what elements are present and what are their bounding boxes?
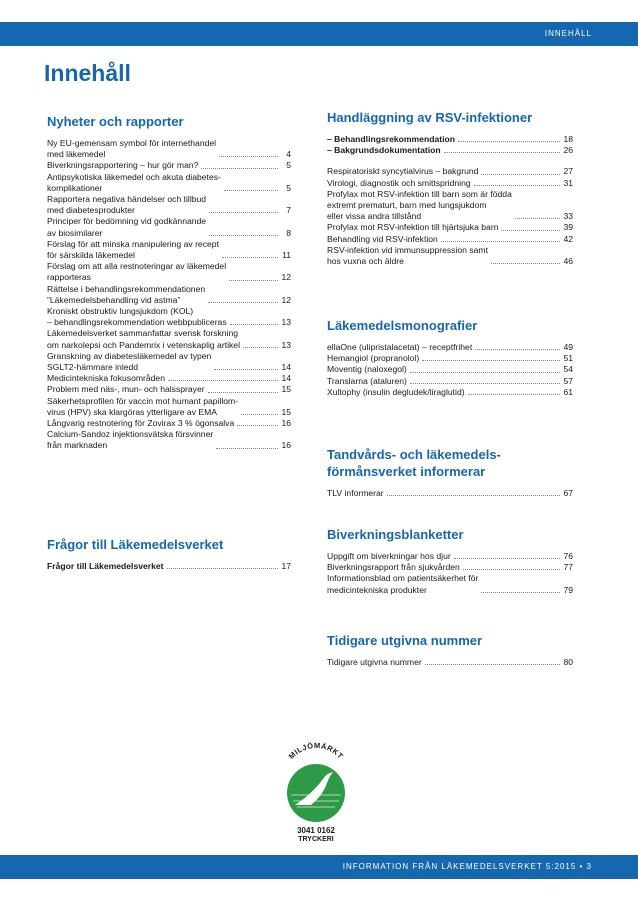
toc-entry-title: Tidigare utgivna nummer <box>327 657 422 667</box>
toc-leader-dots <box>214 369 278 370</box>
section-heading: Tidigare utgivna nummer <box>327 633 483 648</box>
section-biverkningsblanketter <box>327 526 573 596</box>
toc-entry-title: Respiratoriskt syncytialvirus – bakgrund <box>327 166 479 177</box>
toc-leader-dots <box>224 190 278 191</box>
toc-leader-dots <box>491 263 560 264</box>
toc-entry-title: Rapportera negativa händelser och tillbud med diabetesprodukter <box>47 194 207 216</box>
toc-entry[interactable] <box>47 216 291 238</box>
toc-entry[interactable] <box>327 245 573 267</box>
toc-entry-page: 16 <box>281 418 291 429</box>
toc-leader-dots <box>208 302 278 303</box>
section-heading: Handläggning av RSV-infektioner <box>327 110 533 125</box>
toc-entry[interactable] <box>327 166 573 177</box>
toc-entry[interactable] <box>327 353 573 364</box>
toc-entry[interactable] <box>327 562 573 573</box>
toc-entry-page: 77 <box>563 562 573 573</box>
toc-leader-dots <box>475 349 560 350</box>
toc-leader-dots <box>422 360 560 361</box>
toc-entry-page: 14 <box>281 362 291 373</box>
svg-text:MILJÖMÄRKT <box>287 741 345 761</box>
toc-entry-title: ellaOne (ulipristalacetat) – receptfrihet <box>327 342 473 352</box>
toc-list <box>327 134 573 267</box>
toc-leader-dots <box>410 383 560 384</box>
toc-list <box>47 138 291 452</box>
toc-entry-title: Profylax mot RSV-infektion till barn som är födda extremt prematurt, barn med lungsjukdom eller vissa andra tillstånd <box>327 188 512 222</box>
header-bar <box>0 22 638 46</box>
toc-entry[interactable] <box>47 561 291 572</box>
toc-entry-page: 39 <box>563 222 573 233</box>
toc-list <box>327 657 573 668</box>
footer-bar <box>0 855 638 879</box>
toc-entry-page: 8 <box>286 227 291 238</box>
ecolabel-number: 3041 0162 <box>297 826 335 835</box>
toc-entry[interactable] <box>47 194 291 216</box>
toc-entry-title: Profylax mot RSV-infektion till hjärtsjuka barn <box>327 222 499 233</box>
toc-entry-title: Problem med näs-, mun- och halssprayer <box>47 384 205 395</box>
toc-entry[interactable] <box>47 239 291 261</box>
toc-entry-title: Granskning av diabetesläkemedel av typen SGLT2-hämmare inledd <box>47 350 212 373</box>
toc-entry-page: 11 <box>282 250 291 261</box>
toc-entry[interactable] <box>47 328 291 350</box>
toc-entry[interactable] <box>47 373 291 384</box>
toc-entry-page: 27 <box>563 166 573 177</box>
toc-entry[interactable] <box>327 145 573 156</box>
toc-leader-dots <box>219 156 278 157</box>
toc-entry-title: Antipsykotiska läkemedel och akuta diabetes- komplikationer <box>47 171 221 193</box>
toc-leader-dots <box>243 347 278 348</box>
toc-entry[interactable] <box>47 160 291 171</box>
toc-entry-title: – Bakgrundsdokumentation <box>327 145 441 156</box>
toc-entry[interactable] <box>47 306 291 328</box>
section-fragor <box>47 536 291 572</box>
toc-leader-dots <box>208 392 278 393</box>
toc-entry[interactable] <box>327 342 573 353</box>
section-tandvards <box>327 446 573 499</box>
toc-entry-title: Långvarig restnotering för Zovirax 3 % ögonsalva <box>47 418 235 429</box>
toc-entry[interactable] <box>327 376 573 387</box>
toc-entry[interactable] <box>327 573 573 595</box>
toc-entry[interactable] <box>327 364 573 375</box>
toc-leader-dots <box>387 495 560 496</box>
toc-leader-dots <box>515 218 560 219</box>
toc-leader-dots <box>167 568 278 569</box>
toc-entry-page: 80 <box>563 657 573 667</box>
footer-label: INFORMATION FRÅN LÄKEMEDELSVERKET 5:2015 • 3 <box>342 862 592 871</box>
toc-leader-dots <box>241 414 278 415</box>
toc-entry-title: Hemangiol (propranolol) <box>327 353 420 364</box>
toc-list <box>327 551 573 596</box>
toc-entry-title: Calcium-Sandoz injektionsvätska försvinner från marknaden <box>47 429 214 451</box>
toc-entry-page: 33 <box>563 211 573 222</box>
toc-entry[interactable] <box>47 172 291 194</box>
toc-entry-page: 42 <box>563 233 573 244</box>
toc-entry-page: 15 <box>281 384 291 395</box>
toc-entry-page: 49 <box>563 342 573 352</box>
section-heading: Frågor till Läkemedelsverket <box>47 537 224 552</box>
toc-entry-title: Säkerhetsprofilen för vaccin mot humant papillom- virus (HPV) ska klargöras ytterligare av EMA <box>47 395 239 417</box>
toc-entry-page: 4 <box>286 149 291 160</box>
toc-entry[interactable] <box>47 261 291 283</box>
toc-entry-page: 13 <box>281 339 291 350</box>
toc-leader-dots <box>468 394 560 395</box>
toc-entry-page: 46 <box>563 256 573 267</box>
toc-leader-dots <box>201 168 278 169</box>
section-lakemedelsmonografier <box>327 317 573 398</box>
toc-gap <box>327 156 573 166</box>
toc-entry-page: 5 <box>286 182 291 193</box>
toc-leader-dots <box>481 174 560 175</box>
toc-entry[interactable] <box>327 178 573 189</box>
toc-leader-dots <box>444 152 560 153</box>
toc-entry-page: 31 <box>563 177 573 188</box>
header-section-label: INNEHÅLL <box>544 29 592 38</box>
toc-entry-title: Principer för bedömning vid godkännande av biosimilarer <box>47 216 207 238</box>
ecolabel-kind: TRYCKERI <box>298 836 334 843</box>
toc-entry-title: Virologi, diagnostik och smittspridning <box>327 177 471 188</box>
section-heading: Läkemedelsmonografier <box>327 318 478 333</box>
toc-entry-title: – Behandlingsrekommendation <box>327 134 455 144</box>
toc-entry-title: Biverkningsrapportering – hur gör man? <box>47 160 199 171</box>
toc-entry-page: 51 <box>563 353 573 364</box>
toc-entry-title: Uppgift om biverkningar hos djur <box>327 551 451 561</box>
toc-leader-dots <box>463 569 560 570</box>
toc-entry-page: 7 <box>286 205 291 216</box>
toc-entry-page: 18 <box>563 134 573 144</box>
toc-entry-title: Biverkningsrapport från sjukvården <box>327 562 460 573</box>
nordic-swan-ecolabel <box>271 735 361 845</box>
toc-entry-page: 16 <box>281 440 291 451</box>
toc-entry-title: Ny EU-gemensam symbol för internethandel med läkemedel <box>47 138 217 160</box>
toc-leader-dots <box>458 141 560 142</box>
toc-entry-page: 12 <box>281 272 291 283</box>
toc-list <box>47 561 291 572</box>
toc-leader-dots <box>441 241 560 242</box>
toc-entry[interactable] <box>47 384 291 395</box>
toc-entry-title: Informationsblad om patientsäkerhet för medicintekniska produkter <box>327 573 479 595</box>
toc-leader-dots <box>474 185 560 186</box>
toc-entry[interactable] <box>327 551 573 562</box>
toc-leader-dots <box>481 592 560 593</box>
section-tidigare-utgivna <box>327 632 573 668</box>
toc-entry-title: Förslag för att minska manipulering av recept för särskilda läkemedel <box>47 238 219 261</box>
toc-entry-page: 12 <box>281 294 291 305</box>
toc-entry[interactable] <box>47 351 291 373</box>
toc-entry-page: 17 <box>281 561 291 571</box>
toc-list <box>327 342 573 398</box>
toc-entry-title: Translarna (ataluren) <box>327 375 407 386</box>
toc-leader-dots <box>168 380 278 381</box>
toc-entry[interactable] <box>327 657 573 668</box>
toc-entry-title: Kroniskt obstruktiv lungsjukdom (KOL) – behandlingsrekommendation webbpubliceras <box>47 306 227 328</box>
toc-entry-title: Behandling vid RSV-infektion <box>327 233 438 244</box>
toc-entry-title: Läkemedelsverket sammanfattar svensk forskning om narkolepsi och Pandemrix i vetenskaplig artikel <box>47 328 240 350</box>
toc-leader-dots <box>454 558 560 559</box>
toc-entry-page: 57 <box>563 375 573 386</box>
toc-entry-title: Frågor till Läkemedelsverket <box>47 561 164 571</box>
toc-entry-title: Moventig (naloxegol) <box>327 364 407 375</box>
toc-leader-dots <box>209 212 278 213</box>
toc-leader-dots <box>237 425 278 426</box>
toc-list <box>327 488 573 499</box>
toc-leader-dots <box>216 448 278 449</box>
toc-entry[interactable] <box>327 387 573 398</box>
toc-entry-page: 26 <box>563 145 573 156</box>
toc-entry-page: 13 <box>281 317 291 328</box>
toc-entry-page: 14 <box>281 373 291 384</box>
toc-leader-dots <box>410 372 560 373</box>
toc-entry-page: 76 <box>563 551 573 561</box>
toc-entry-page: 79 <box>563 584 573 595</box>
section-heading: Tandvårds- och läkemedels- förmånsverket informerar <box>327 447 501 479</box>
section-heading: Nyheter och rapporter <box>47 114 184 129</box>
toc-entry[interactable] <box>327 222 573 233</box>
toc-entry-page: 67 <box>563 488 573 498</box>
toc-leader-dots <box>229 280 278 281</box>
toc-entry-title: Förslag om att alla restnoteringar av läkemedel rapporteras <box>47 261 227 283</box>
toc-entry[interactable] <box>47 138 291 160</box>
toc-entry[interactable] <box>327 189 573 223</box>
toc-entry[interactable] <box>327 134 573 145</box>
page-title: Innehåll <box>44 60 131 86</box>
toc-leader-dots <box>501 230 560 231</box>
toc-entry-title: Medicintekniska fokusområden <box>47 373 165 384</box>
toc-entry[interactable] <box>47 284 291 306</box>
ecolabel-arc-text: MILJÖMÄRKT <box>286 740 346 761</box>
toc-leader-dots <box>222 257 278 258</box>
toc-entry-page: 5 <box>286 160 291 171</box>
toc-entry[interactable] <box>47 429 291 451</box>
section-heading: Biverkningsblanketter <box>327 527 464 542</box>
toc-leader-dots <box>209 235 278 236</box>
toc-entry[interactable] <box>47 396 291 418</box>
toc-entry-title: Xultophy (insulin degludek/liraglutid) <box>327 386 465 397</box>
section-rsv <box>327 109 573 267</box>
toc-entry[interactable] <box>327 488 573 499</box>
toc-entry[interactable] <box>47 418 291 429</box>
toc-entry-page: 15 <box>281 406 291 417</box>
toc-leader-dots <box>425 664 560 665</box>
toc-entry-title: RSV-infektion vid immunsuppression samt hos vuxna och äldre <box>327 244 488 267</box>
toc-entry-title: TLV informerar <box>327 488 384 498</box>
toc-entry-page: 54 <box>563 364 573 375</box>
section-nyheter-och-rapporter <box>47 113 291 452</box>
toc-entry-title: Rättelse i behandlingsrekommendationen ”Läkemedelsbehandling vid astma” <box>47 283 206 305</box>
toc-entry-page: 61 <box>563 386 573 397</box>
toc-leader-dots <box>230 324 278 325</box>
toc-entry[interactable] <box>327 234 573 245</box>
